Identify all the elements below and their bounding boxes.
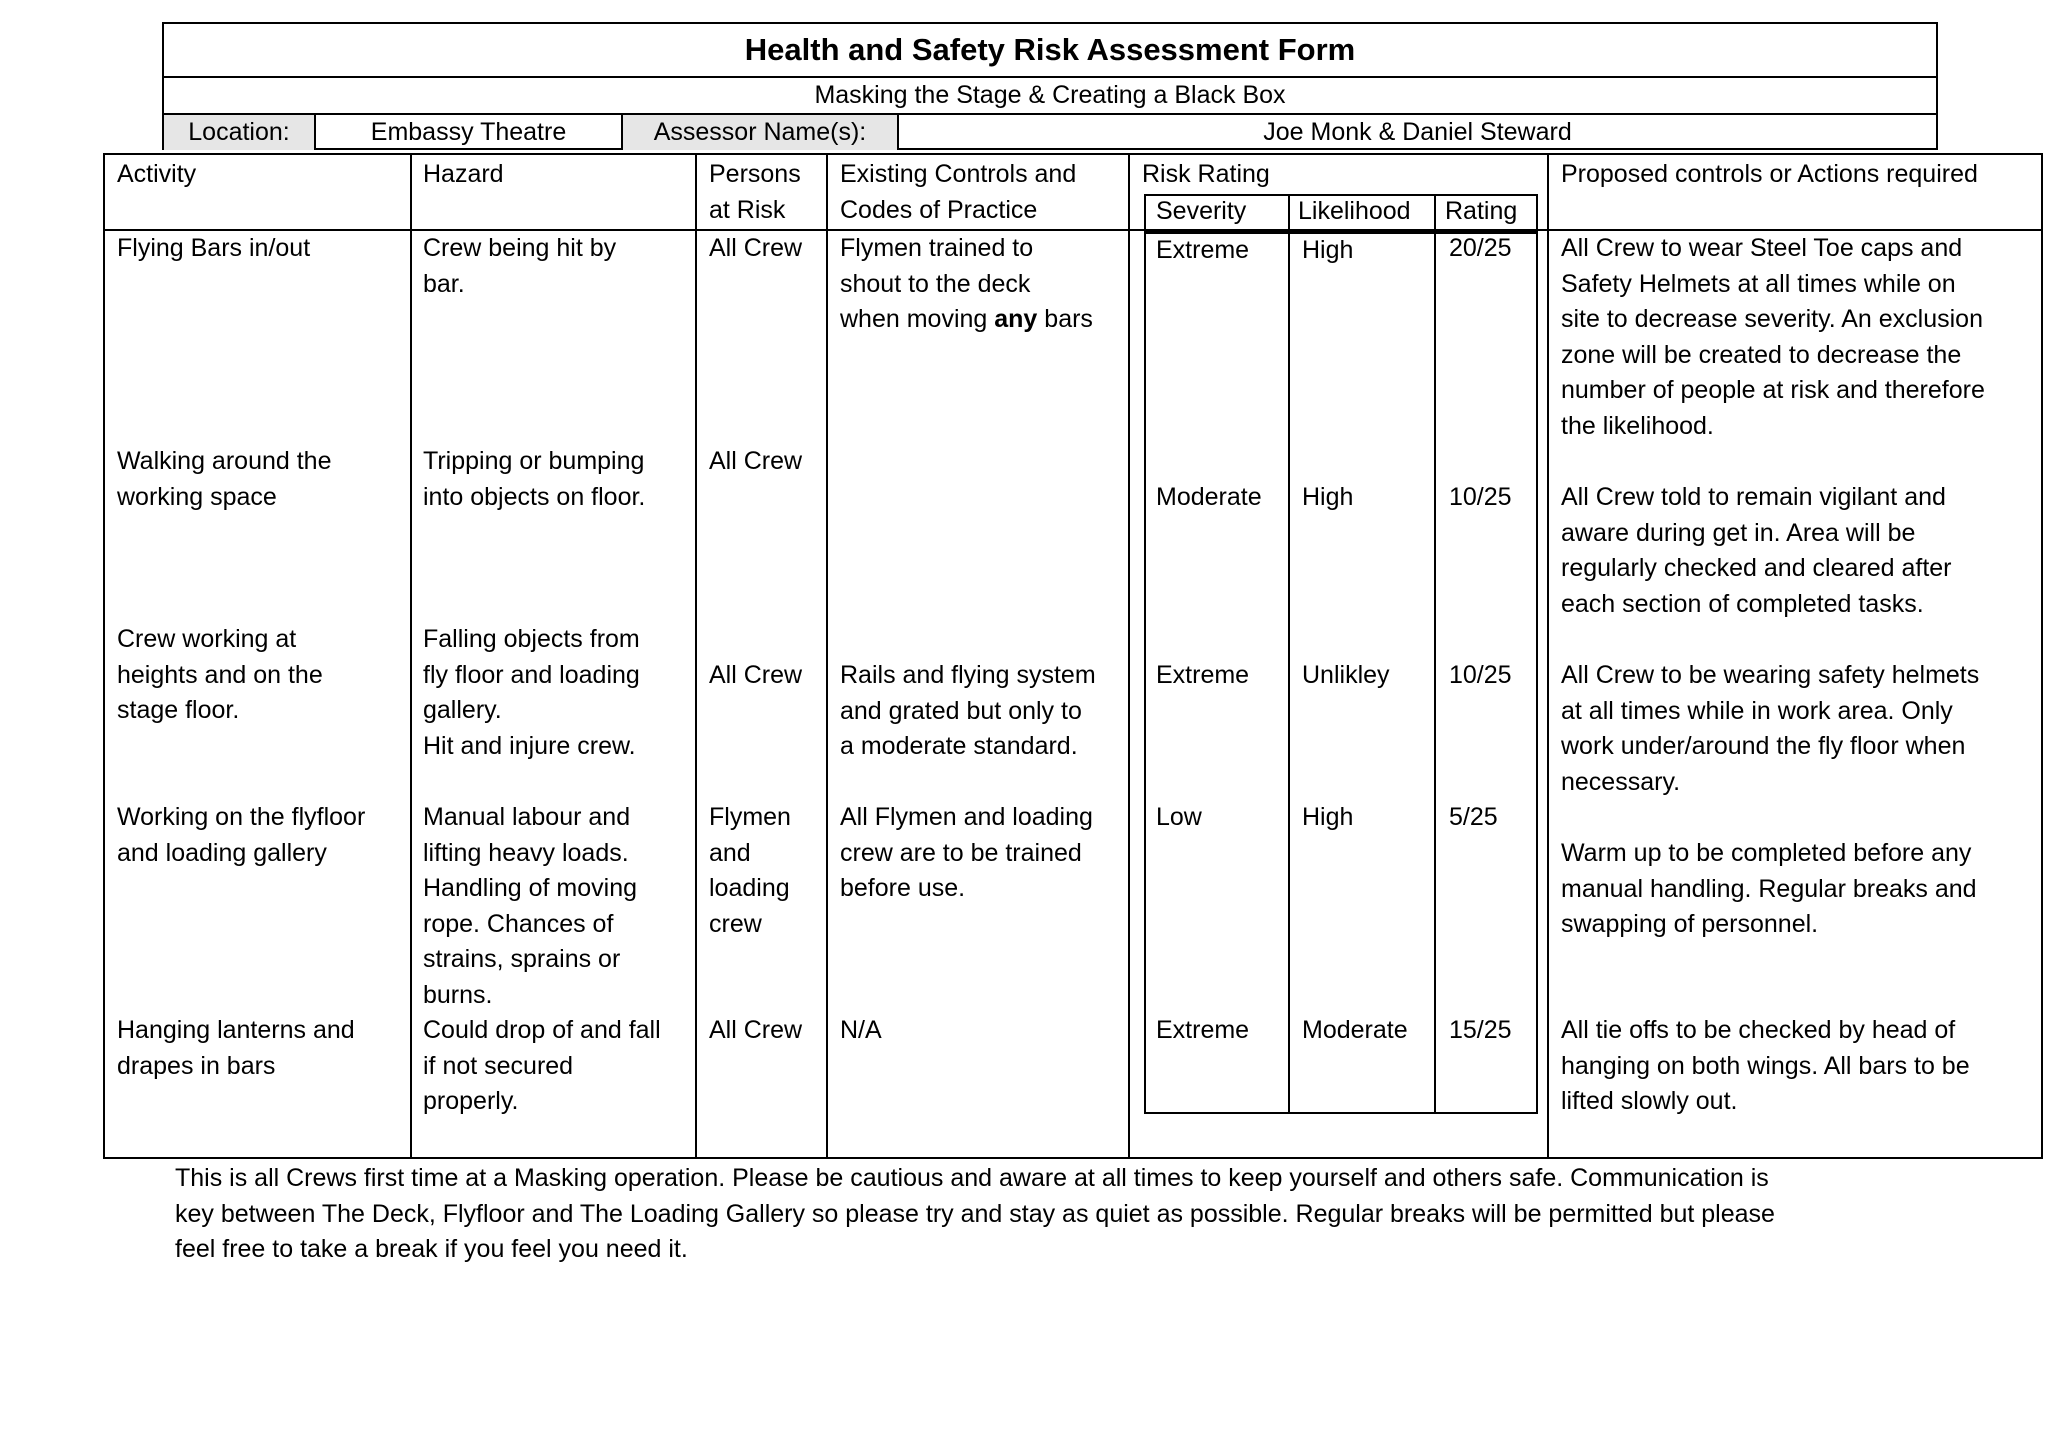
row5-activity: Hanging lanterns and drapes in bars [117,1016,355,1080]
row3-proposed: All Crew to be wearing safety helmets at all times while in work area. Only work under/around the fly floor when necessary. [1561,661,1980,796]
row2-activity: Walking around the working space [117,447,332,511]
header-severity: Severity [1156,197,1247,225]
row2-proposed: All Crew told to remain vigilant and aware during get in. Area will be regularly checked and cleared after each section of completed tasks. [1561,483,1952,618]
footer-line: feel free to take a break if you feel you need it. [175,1235,688,1263]
row3-controls: Rails and flying system and grated but only to a moderate standard. [840,661,1096,760]
header-likelihood: Likelihood [1298,197,1411,225]
footer-note [175,1161,1955,1268]
row1-activity: Flying Bars in/out [117,234,311,262]
header-controls-line2: Codes of Practice [840,196,1038,224]
row5-controls: N/A [840,1016,882,1044]
row3-activity: Crew working at heights and on the stage floor. [117,625,323,724]
row1-proposed: All Crew to wear Steel Toe caps and Safety Helmets at all times while on site to decrease severity. An exclusion zone will be created to decrease the number of people at risk and therefore the likelihood. [1561,234,1985,440]
row4-controls: All Flymen and loading crew are to be trained before use. [840,803,1093,902]
form-header [162,22,1938,150]
row3-hazard: Falling objects from fly floor and loading gallery. Hit and injure crew. [423,625,640,760]
row1-severity: Extreme [1156,236,1250,264]
row1-rating: 20/25 [1449,234,1512,262]
row5-rating: 15/25 [1449,1016,1512,1044]
row3-persons: All Crew [709,661,803,689]
header-risk-rating: Risk Rating [1142,160,1270,188]
header-activity: Activity [117,160,197,188]
row5-severity: Extreme [1156,1016,1250,1044]
row5-proposed: All tie offs to be checked by head of hanging on both wings. All bars to be lifted slowly out. [1561,1016,1970,1115]
row5-hazard: Could drop of and fall if not secured properly. [423,1016,661,1115]
header-rating: Rating [1445,197,1518,225]
row4-likelihood: High [1302,803,1354,831]
header-persons-line2: at Risk [709,196,786,224]
row1-likelihood: High [1302,236,1354,264]
row4-severity: Low [1156,803,1202,831]
row4-proposed: Warm up to be completed before any manual handling. Regular breaks and swapping of personnel. [1561,839,1977,938]
header-hazard: Hazard [423,160,504,188]
row2-likelihood: High [1302,483,1354,511]
risk-rating-grid [1144,194,1538,1114]
row1-controls: Flymen trained to shout to the deck when moving any bars [840,234,1093,333]
assessor-value: Joe Monk & Daniel Steward [1263,118,1572,146]
row5-persons: All Crew [709,1016,803,1044]
row1-persons: All Crew [709,234,803,262]
row2-persons: All Crew [709,447,803,475]
location-label: Location: [164,115,316,150]
footer-line: key between The Deck, Flyfloor and The Loading Gallery so please try and stay as quiet as possible. Regular breaks will be permitted but please [175,1199,1775,1228]
header-persons-line1: Persons [709,160,801,188]
row5-likelihood: Moderate [1302,1016,1408,1044]
row4-rating: 5/25 [1449,803,1498,831]
assessor-label: Assessor Name(s): [623,115,899,150]
row2-severity: Moderate [1156,483,1262,511]
header-proposed: Proposed controls or Actions required [1561,160,1978,188]
row3-rating: 10/25 [1449,661,1512,689]
header-controls-line1: Existing Controls and [840,160,1077,188]
row1-hazard: Crew being hit by bar. [423,234,617,298]
location-value: Embassy Theatre [316,115,623,150]
row4-activity: Working on the flyfloor and loading gallery [117,803,366,867]
row2-hazard: Tripping or bumping into objects on floor. [423,447,646,511]
row4-persons: Flymen and loading crew [709,803,791,938]
form-subtitle: Masking the Stage & Creating a Black Box [164,78,1936,115]
row4-hazard: Manual labour and lifting heavy loads. Handling of moving rope. Chances of strains, sprains or burns. [423,803,638,1009]
form-title: Health and Safety Risk Assessment Form [164,24,1936,78]
row2-rating: 10/25 [1449,483,1512,511]
footer-line: This is all Crews first time at a Masking operation. Please be cautious and aware at all times to keep yourself and others safe. Communication is [175,1164,1769,1192]
risk-assessment-table [103,153,2043,1159]
row3-likelihood: Unlikley [1302,661,1390,689]
row3-severity: Extreme [1156,661,1250,689]
